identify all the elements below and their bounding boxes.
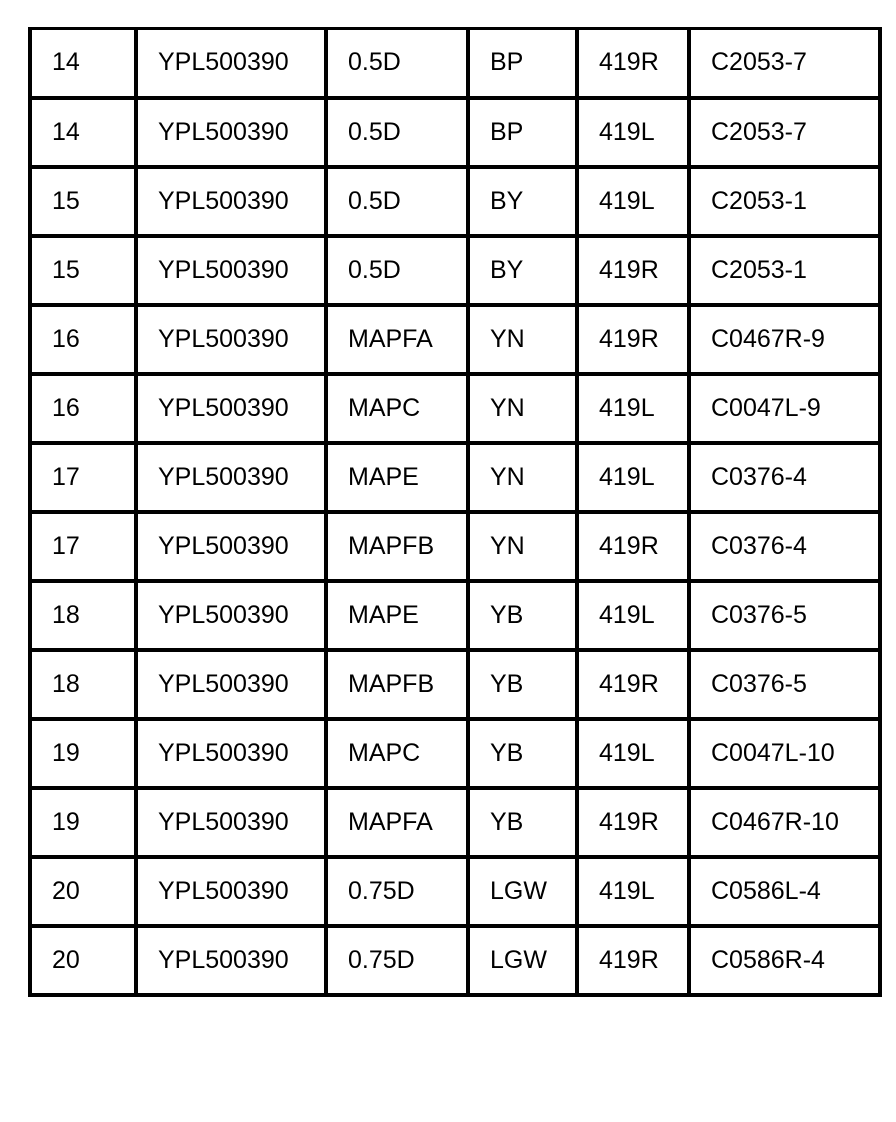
color-code-cell: YN bbox=[468, 512, 577, 581]
color-code-cell: BP bbox=[468, 98, 577, 167]
part-code-cell: YPL500390 bbox=[136, 167, 326, 236]
item-code-cell: C0586L-4 bbox=[689, 857, 880, 926]
row-number-cell: 14 bbox=[30, 29, 136, 98]
data-table bbox=[28, 27, 882, 997]
table-row bbox=[30, 926, 880, 995]
table-row bbox=[30, 236, 880, 305]
side-code-cell: 419R bbox=[577, 236, 689, 305]
side-code-cell: 419R bbox=[577, 305, 689, 374]
color-code-cell: YB bbox=[468, 719, 577, 788]
item-code-cell: C0376-5 bbox=[689, 581, 880, 650]
variant-cell: MAPFB bbox=[326, 650, 468, 719]
table-row bbox=[30, 29, 880, 98]
color-code-cell: YB bbox=[468, 581, 577, 650]
item-code-cell: C2053-1 bbox=[689, 236, 880, 305]
color-code-cell: LGW bbox=[468, 926, 577, 995]
variant-cell: 0.5D bbox=[326, 167, 468, 236]
part-code-cell: YPL500390 bbox=[136, 98, 326, 167]
row-number-cell: 19 bbox=[30, 719, 136, 788]
row-number-cell: 19 bbox=[30, 788, 136, 857]
row-number-cell: 15 bbox=[30, 167, 136, 236]
side-code-cell: 419L bbox=[577, 374, 689, 443]
variant-cell: 0.5D bbox=[326, 236, 468, 305]
row-number-cell: 16 bbox=[30, 305, 136, 374]
side-code-cell: 419L bbox=[577, 167, 689, 236]
variant-cell: 0.5D bbox=[326, 98, 468, 167]
row-number-cell: 18 bbox=[30, 650, 136, 719]
table-row bbox=[30, 167, 880, 236]
color-code-cell: YB bbox=[468, 788, 577, 857]
table-row bbox=[30, 581, 880, 650]
part-code-cell: YPL500390 bbox=[136, 512, 326, 581]
row-number-cell: 17 bbox=[30, 443, 136, 512]
item-code-cell: C0047L-10 bbox=[689, 719, 880, 788]
side-code-cell: 419L bbox=[577, 581, 689, 650]
part-code-cell: YPL500390 bbox=[136, 374, 326, 443]
table-row bbox=[30, 512, 880, 581]
table-row bbox=[30, 443, 880, 512]
side-code-cell: 419R bbox=[577, 29, 689, 98]
color-code-cell: BY bbox=[468, 236, 577, 305]
part-code-cell: YPL500390 bbox=[136, 305, 326, 374]
row-number-cell: 14 bbox=[30, 98, 136, 167]
row-number-cell: 20 bbox=[30, 926, 136, 995]
color-code-cell: LGW bbox=[468, 857, 577, 926]
side-code-cell: 419R bbox=[577, 650, 689, 719]
variant-cell: 0.5D bbox=[326, 29, 468, 98]
row-number-cell: 18 bbox=[30, 581, 136, 650]
color-code-cell: YB bbox=[468, 650, 577, 719]
color-code-cell: YN bbox=[468, 443, 577, 512]
variant-cell: MAPE bbox=[326, 581, 468, 650]
part-code-cell: YPL500390 bbox=[136, 719, 326, 788]
item-code-cell: C2053-7 bbox=[689, 98, 880, 167]
color-code-cell: YN bbox=[468, 374, 577, 443]
side-code-cell: 419R bbox=[577, 512, 689, 581]
side-code-cell: 419L bbox=[577, 98, 689, 167]
item-code-cell: C2053-1 bbox=[689, 167, 880, 236]
part-code-cell: YPL500390 bbox=[136, 29, 326, 98]
item-code-cell: C0586R-4 bbox=[689, 926, 880, 995]
table-body bbox=[30, 29, 880, 995]
table-row bbox=[30, 305, 880, 374]
table-row bbox=[30, 857, 880, 926]
table-row bbox=[30, 650, 880, 719]
variant-cell: 0.75D bbox=[326, 926, 468, 995]
part-code-cell: YPL500390 bbox=[136, 926, 326, 995]
variant-cell: MAPFB bbox=[326, 512, 468, 581]
side-code-cell: 419L bbox=[577, 857, 689, 926]
side-code-cell: 419L bbox=[577, 443, 689, 512]
part-code-cell: YPL500390 bbox=[136, 788, 326, 857]
variant-cell: 0.75D bbox=[326, 857, 468, 926]
table-row bbox=[30, 98, 880, 167]
item-code-cell: C0376-5 bbox=[689, 650, 880, 719]
part-code-cell: YPL500390 bbox=[136, 650, 326, 719]
item-code-cell: C0376-4 bbox=[689, 443, 880, 512]
row-number-cell: 16 bbox=[30, 374, 136, 443]
row-number-cell: 17 bbox=[30, 512, 136, 581]
variant-cell: MAPFA bbox=[326, 788, 468, 857]
table-row bbox=[30, 374, 880, 443]
color-code-cell: YN bbox=[468, 305, 577, 374]
variant-cell: MAPFA bbox=[326, 305, 468, 374]
side-code-cell: 419R bbox=[577, 788, 689, 857]
side-code-cell: 419L bbox=[577, 719, 689, 788]
variant-cell: MAPE bbox=[326, 443, 468, 512]
part-code-cell: YPL500390 bbox=[136, 581, 326, 650]
table-row bbox=[30, 719, 880, 788]
part-code-cell: YPL500390 bbox=[136, 443, 326, 512]
table-row bbox=[30, 788, 880, 857]
part-code-cell: YPL500390 bbox=[136, 857, 326, 926]
color-code-cell: BP bbox=[468, 29, 577, 98]
item-code-cell: C0376-4 bbox=[689, 512, 880, 581]
row-number-cell: 20 bbox=[30, 857, 136, 926]
item-code-cell: C0467R-9 bbox=[689, 305, 880, 374]
side-code-cell: 419R bbox=[577, 926, 689, 995]
part-code-cell: YPL500390 bbox=[136, 236, 326, 305]
item-code-cell: C2053-7 bbox=[689, 29, 880, 98]
variant-cell: MAPC bbox=[326, 374, 468, 443]
item-code-cell: C0467R-10 bbox=[689, 788, 880, 857]
item-code-cell: C0047L-9 bbox=[689, 374, 880, 443]
row-number-cell: 15 bbox=[30, 236, 136, 305]
color-code-cell: BY bbox=[468, 167, 577, 236]
variant-cell: MAPC bbox=[326, 719, 468, 788]
